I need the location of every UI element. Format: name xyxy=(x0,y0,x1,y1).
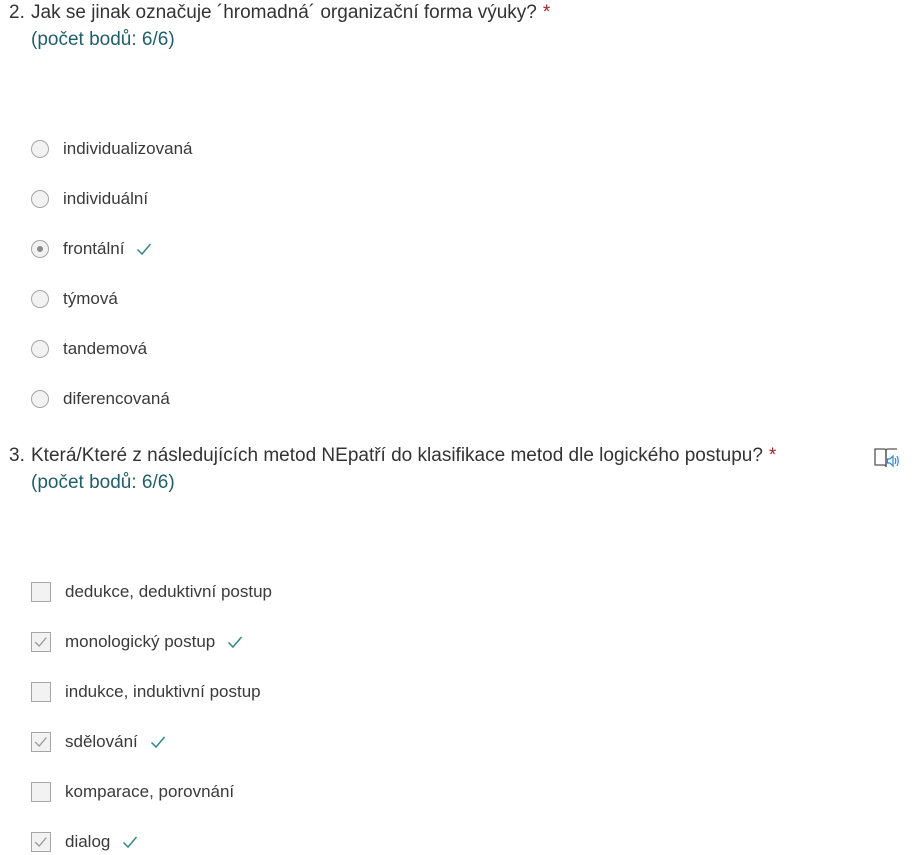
checkbox-tick-icon xyxy=(32,733,50,751)
checkbox-option[interactable] xyxy=(31,829,138,855)
option-label: tandemová xyxy=(63,339,148,358)
immersive-reader-icon[interactable] xyxy=(873,445,901,471)
correct-check-icon xyxy=(150,735,166,749)
question-points: (počet bodů: 6/6) xyxy=(31,472,175,493)
checkbox-checked[interactable] xyxy=(31,832,51,852)
option-label: frontální xyxy=(63,239,125,258)
option-label: diferencovaná xyxy=(63,389,170,408)
radio-button[interactable] xyxy=(31,190,49,208)
checkbox-checked[interactable] xyxy=(31,632,51,652)
question-number: 3. xyxy=(9,445,25,466)
radio-button-checked[interactable] xyxy=(31,240,49,258)
question-header xyxy=(0,0,914,60)
radio-button[interactable] xyxy=(31,140,49,158)
checkbox-checked[interactable] xyxy=(31,732,51,752)
option-label: dialog xyxy=(65,832,111,851)
question-3 xyxy=(0,443,914,851)
option-label: dedukce, deduktivní postup xyxy=(65,582,272,601)
question-header xyxy=(0,443,914,503)
required-mark: * xyxy=(542,2,551,23)
question-number: 2. xyxy=(9,2,25,23)
correct-check-icon xyxy=(227,635,243,649)
radio-button[interactable] xyxy=(31,340,49,358)
checkbox-option[interactable] xyxy=(31,679,261,705)
checkbox-tick-icon xyxy=(32,833,50,851)
correct-check-icon xyxy=(136,242,152,256)
checkbox[interactable] xyxy=(31,782,51,802)
radio-button[interactable] xyxy=(31,290,49,308)
option-label: týmová xyxy=(63,289,118,308)
radio-option[interactable] xyxy=(31,136,192,162)
checkbox[interactable] xyxy=(31,682,51,702)
checkbox-option[interactable] xyxy=(31,729,166,755)
question-title xyxy=(31,0,550,26)
option-label: sdělování xyxy=(65,732,138,751)
radio-option[interactable] xyxy=(31,386,170,412)
radio-option[interactable] xyxy=(31,186,148,212)
required-mark: * xyxy=(768,445,777,466)
question-title xyxy=(31,443,776,469)
option-label: komparace, porovnání xyxy=(65,782,235,801)
radio-button[interactable] xyxy=(31,390,49,408)
correct-check-icon xyxy=(122,835,138,849)
option-label: individuální xyxy=(63,189,149,208)
checkbox-tick-icon xyxy=(32,633,50,651)
checkbox-option[interactable] xyxy=(31,629,243,655)
question-title-text: Jak se jinak označuje ´hromadná´ organizační forma výuky? xyxy=(31,2,537,23)
option-label: indukce, induktivní postup xyxy=(65,682,261,701)
option-label: monologický postup xyxy=(65,632,216,651)
question-title-text: Která/Které z následujících metod NEpatří do klasifikace metod dle logického postupu? xyxy=(31,445,763,466)
checkbox-option[interactable] xyxy=(31,579,272,605)
checkbox-option[interactable] xyxy=(31,779,234,805)
radio-option[interactable] xyxy=(31,236,152,262)
radio-option[interactable] xyxy=(31,336,147,362)
checkbox[interactable] xyxy=(31,582,51,602)
question-points: (počet bodů: 6/6) xyxy=(31,29,175,50)
question-2 xyxy=(0,0,914,408)
option-label: individualizovaná xyxy=(63,139,193,158)
radio-option[interactable] xyxy=(31,286,118,312)
